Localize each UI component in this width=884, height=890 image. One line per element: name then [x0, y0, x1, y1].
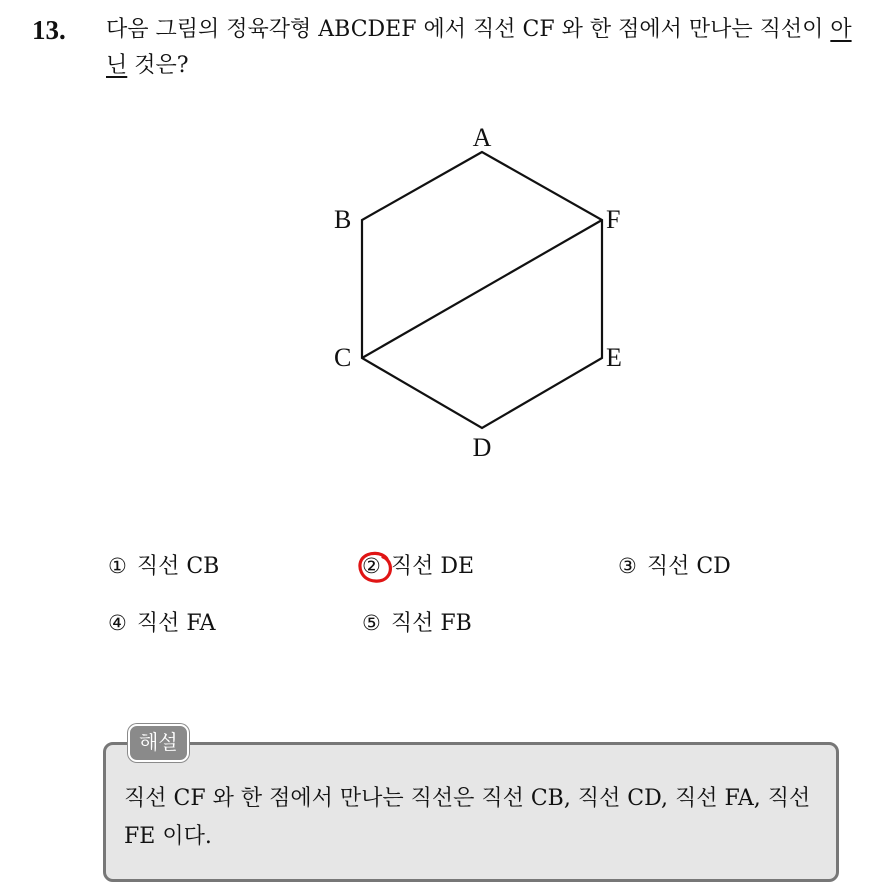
- vertex-label-c: C: [334, 343, 352, 372]
- vertex-label-b: B: [334, 205, 352, 234]
- choice-3-number: ③: [618, 554, 637, 578]
- question-text-end: 것은?: [127, 53, 189, 78]
- hexagon-diagram: [320, 118, 640, 468]
- choice-2[interactable]: [362, 548, 474, 585]
- choice-3[interactable]: [618, 548, 731, 585]
- choice-5[interactable]: [362, 605, 472, 642]
- question-text-underlined: 아닌: [106, 17, 852, 78]
- answer-choices: [108, 548, 808, 658]
- choice-2-number: ②: [362, 554, 381, 578]
- hexagon-figure: [320, 118, 640, 468]
- vertex-label-e: E: [606, 343, 622, 372]
- choice-1[interactable]: [108, 548, 219, 585]
- vertex-label-a: A: [472, 123, 492, 152]
- choice-4-number: ④: [108, 611, 127, 635]
- choice-2-text: 직선 DE: [390, 554, 475, 579]
- choice-5-number: ⑤: [362, 611, 381, 635]
- choice-1-text: 직선 CB: [136, 554, 220, 579]
- explanation-text: 직선 CF 와 한 점에서 만나는 직선은 직선 CB, 직선 CD, 직선 FA, 직선 FE 이다.: [124, 786, 811, 849]
- question-text-main: 다음 그림의 정육각형 ABCDEF 에서 직선 CF 와 한 점에서 만나는 직선이: [106, 17, 831, 42]
- choice-4-text: 직선 FA: [136, 611, 216, 636]
- question-number: 13.: [32, 15, 66, 45]
- vertex-label-f: F: [606, 205, 621, 234]
- choice-3-text: 직선 CD: [646, 554, 731, 579]
- explanation-tag: 해설: [128, 724, 189, 762]
- red-circle-mark-icon: [356, 550, 396, 586]
- vertex-label-d: D: [472, 433, 492, 462]
- line-cf: [362, 220, 602, 358]
- choice-5-text: 직선 FB: [390, 611, 472, 636]
- choice-4[interactable]: [108, 605, 216, 642]
- choice-1-number: ①: [108, 554, 127, 578]
- question-text: [106, 12, 866, 84]
